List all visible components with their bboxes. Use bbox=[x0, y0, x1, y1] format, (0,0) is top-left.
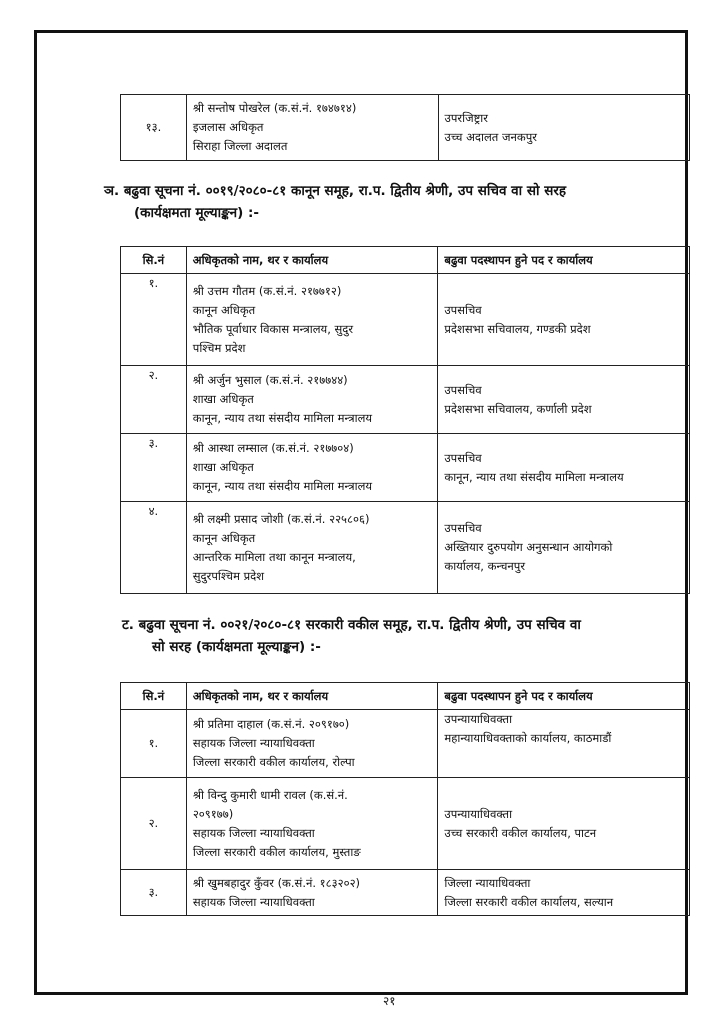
officer-cell bbox=[186, 434, 438, 502]
serial-number: ३. bbox=[121, 434, 187, 502]
officer-line: श्री अर्जुन भुसाल (क.सं.नं. २१७७४४) bbox=[192, 373, 348, 387]
officer-line: श्री प्रतिमा दाहाल (क.सं.नं. २०९१७०) bbox=[192, 717, 350, 731]
post-line: उपरजिष्ट्रार bbox=[444, 110, 488, 125]
officer-cell bbox=[186, 870, 438, 916]
officer-line: सहायक जिल्ला न्यायाधिवक्ता bbox=[192, 825, 315, 840]
officer-line: सहायक जिल्ला न्यायाधिवक्ता bbox=[192, 736, 315, 750]
column-header-post: बढुवा पदस्थापन हुने पद र कार्यालय bbox=[438, 683, 690, 710]
officer-line: श्री लक्ष्मी प्रसाद जोशी (क.सं.नं. २२५८०६) bbox=[192, 511, 370, 526]
officer-cell bbox=[186, 95, 438, 161]
post-line: उपसचिव bbox=[444, 302, 482, 317]
serial-number: २. bbox=[121, 778, 187, 870]
table-row bbox=[121, 502, 690, 594]
serial-number: १३. bbox=[121, 95, 187, 161]
officer-line: भौतिक पूर्वाधार विकास मन्त्रालय, सुदुर bbox=[192, 321, 354, 336]
officer-cell bbox=[186, 366, 438, 434]
post-line: कानून, न्याय तथा संसदीय मामिला मन्त्रालय bbox=[444, 469, 624, 484]
officer-line: शाखा अधिकृत bbox=[192, 460, 254, 474]
column-header-sn: सि.नं bbox=[121, 247, 187, 274]
top-table bbox=[120, 94, 690, 161]
section-heading-t bbox=[122, 614, 694, 658]
post-line: उपसचिव bbox=[444, 382, 482, 397]
table-row bbox=[121, 95, 690, 161]
table-row bbox=[121, 778, 690, 870]
officer-line: कानून, न्याय तथा संसदीय मामिला मन्त्रालय bbox=[192, 411, 373, 425]
officer-line: कानून अधिकृत bbox=[192, 530, 256, 545]
officer-line: २०९१७७) bbox=[192, 806, 234, 821]
table-row bbox=[121, 274, 690, 366]
section-j-table bbox=[120, 246, 690, 594]
officer-line: कानून अधिकृत bbox=[192, 302, 256, 317]
post-cell bbox=[438, 778, 690, 870]
post-line: अख्तियार दुरुपयोग अनुसन्धान आयोगको bbox=[444, 540, 613, 554]
heading-line: ञ. बढुवा सूचना नं. ००१९/२०८०-८१ कानून समूह, रा.प. द्वितीय श्रेणी, उप सचिव वा सो सरह bbox=[104, 183, 567, 199]
table-header-row bbox=[121, 683, 690, 710]
table-row bbox=[121, 434, 690, 502]
post-cell bbox=[438, 95, 689, 161]
officer-line: श्री सन्तोष पोखरेल (क.सं.नं. १७४७१४) bbox=[192, 101, 357, 115]
officer-cell bbox=[186, 778, 438, 870]
post-line: उपसचिव bbox=[444, 450, 482, 465]
section-t-table bbox=[120, 682, 690, 916]
officer-line: श्री विन्दु कुमारी धामी रावल (क.सं.नं. bbox=[192, 787, 348, 802]
serial-number: १. bbox=[121, 710, 187, 778]
column-header-officer: अधिकृतको नाम, थर र कार्यालय bbox=[186, 683, 438, 710]
post-cell bbox=[438, 710, 690, 778]
post-line: उच्च सरकारी वकील कार्यालय, पाटन bbox=[444, 825, 597, 840]
post-line: महान्यायाधिवक्ताको कार्यालय, काठमाडौं bbox=[444, 731, 612, 745]
officer-line: आन्तरिक मामिला तथा कानून मन्त्रालय, bbox=[192, 549, 356, 564]
heading-line: (कार्यक्षमता मूल्याङ्कन) :- bbox=[134, 205, 259, 221]
table-header-row bbox=[121, 247, 690, 274]
post-line: कार्यालय, कन्चनपुर bbox=[444, 559, 526, 573]
officer-line: कानून, न्याय तथा संसदीय मामिला मन्त्रालय bbox=[192, 479, 373, 493]
officer-line: सहायक जिल्ला न्यायाधिवक्ता bbox=[192, 894, 315, 909]
post-line: प्रदेशसभा सचिवालय, कर्णाली प्रदेश bbox=[444, 401, 592, 416]
heading-line: ट. बढुवा सूचना नं. ००२१/२०८०-८१ सरकारी वकील समूह, रा.प. द्वितीय श्रेणी, उप सचिव वा bbox=[122, 617, 581, 633]
officer-line: श्री आस्था लम्साल (क.सं.नं. २१७७०४) bbox=[192, 441, 354, 455]
table-row bbox=[121, 366, 690, 434]
officer-line: जिल्ला सरकारी वकील कार्यालय, मुस्ताङ bbox=[192, 844, 361, 859]
post-cell bbox=[438, 434, 690, 502]
post-line: जिल्ला न्यायाधिवक्ता bbox=[444, 875, 531, 890]
post-cell bbox=[438, 366, 690, 434]
column-header-officer: अधिकृतको नाम, थर र कार्यालय bbox=[186, 247, 438, 274]
section-heading-j bbox=[104, 180, 694, 224]
post-line: उपसचिव bbox=[444, 521, 482, 535]
heading-line: सो सरह (कार्यक्षमता मूल्याङ्कन) :- bbox=[152, 639, 321, 655]
post-cell bbox=[438, 274, 690, 366]
column-header-sn: सि.नं bbox=[121, 683, 187, 710]
post-line: उपन्यायाधिवक्ता bbox=[444, 806, 513, 821]
table-row bbox=[121, 870, 690, 916]
officer-line: इजलास अधिकृत bbox=[192, 120, 264, 134]
officer-line: श्री खुमबहादुर कुँवर (क.सं.नं. १८३२०२) bbox=[192, 875, 361, 890]
post-line: जिल्ला सरकारी वकील कार्यालय, सल्यान bbox=[444, 894, 614, 909]
officer-cell bbox=[186, 710, 438, 778]
post-line: प्रदेशसभा सचिवालय, गण्डकी प्रदेश bbox=[444, 321, 591, 336]
post-line: उपन्यायाधिवक्ता bbox=[444, 712, 513, 726]
serial-number: ४. bbox=[121, 502, 187, 594]
officer-line: सिराहा जिल्ला अदालत bbox=[192, 139, 288, 153]
officer-line: पश्चिम प्रदेश bbox=[192, 340, 246, 355]
table-row bbox=[121, 710, 690, 778]
officer-line: सुदुरपश्चिम प्रदेश bbox=[192, 568, 265, 583]
serial-number: १. bbox=[121, 274, 187, 366]
page-number: २१ bbox=[383, 994, 396, 1008]
officer-line: श्री उत्तम गौतम (क.सं.नं. २१७७१२) bbox=[192, 283, 342, 298]
officer-line: जिल्ला सरकारी वकील कार्यालय, रोल्पा bbox=[192, 755, 355, 769]
column-header-post: बढुवा पदस्थापन हुने पद र कार्यालय bbox=[438, 247, 690, 274]
officer-cell bbox=[186, 502, 438, 594]
serial-number: २. bbox=[121, 366, 187, 434]
post-cell bbox=[438, 870, 690, 916]
officer-line: शाखा अधिकृत bbox=[192, 392, 254, 406]
post-cell bbox=[438, 502, 690, 594]
serial-number: ३. bbox=[121, 870, 187, 916]
officer-cell bbox=[186, 274, 438, 366]
post-line: उच्च अदालत जनकपुर bbox=[444, 129, 538, 144]
